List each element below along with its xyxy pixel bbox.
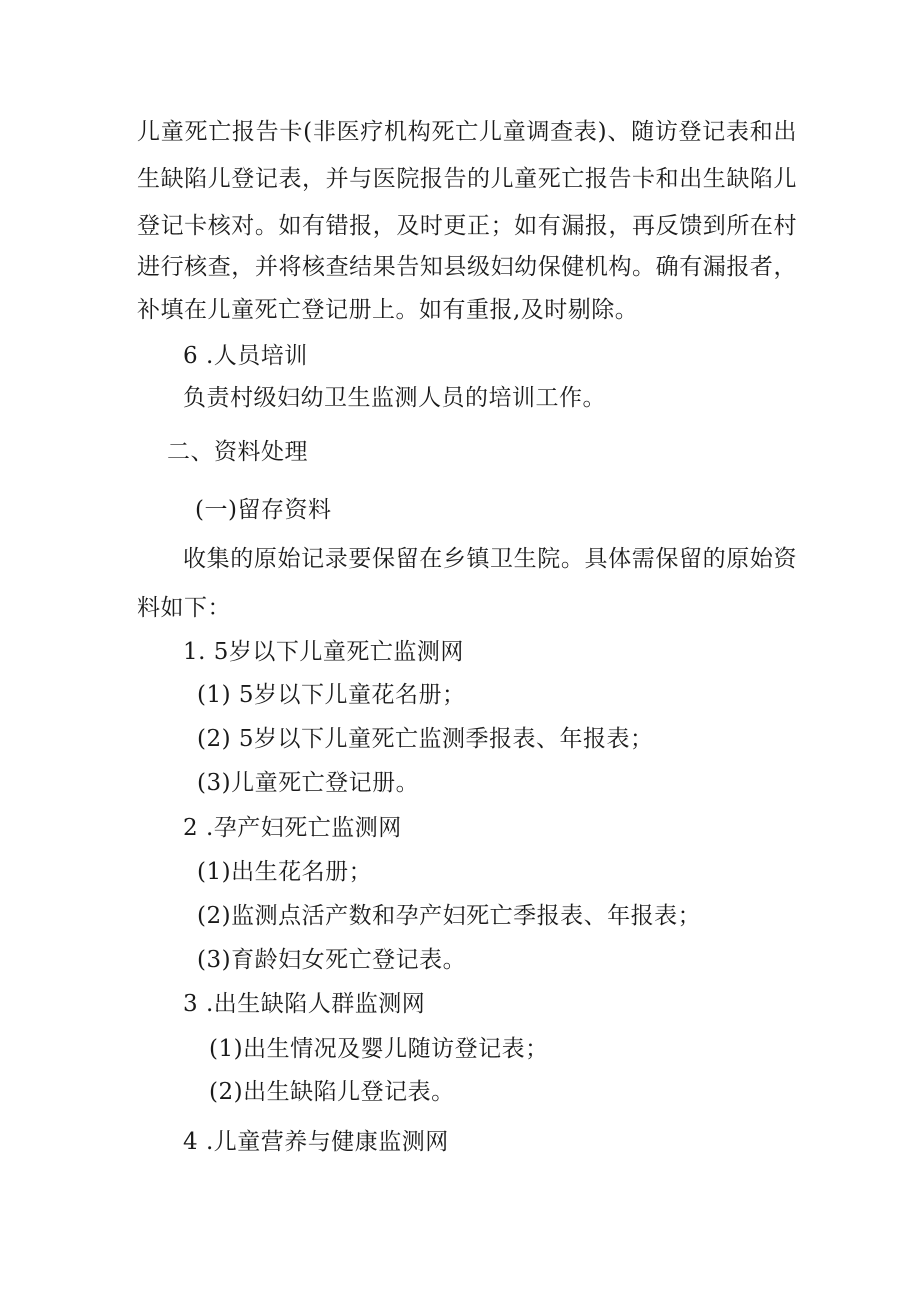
list-item: (2)出生缺陷儿登记表。 [209,1079,455,1105]
list-item: (1)出生情况及婴儿随访登记表； [209,1036,549,1062]
paragraph-line: 进行核查，并将核查结果告知县级妇幼保健机构。确有漏报者， [137,254,797,280]
paragraph-line: 负责村级妇幼卫生监测人员的培训工作。 [183,385,606,411]
list-heading: 1. 5岁以下儿童死亡监测网 [183,639,464,665]
list-item: (3)育龄妇女死亡登记表。 [197,947,467,973]
paragraph-line: 生缺陷儿登记表，并与医院报告的儿童死亡报告卡和出生缺陷儿 [137,166,797,192]
paragraph-line: 补填在儿童死亡登记册上。如有重报,及时剔除。 [137,297,639,323]
sub-heading: (一)留存资料 [195,497,332,523]
paragraph-line: 料如下： [137,595,231,621]
paragraph-line: 儿童死亡报告卡(非医疗机构死亡儿童调查表)、随访登记表和出 [137,119,797,145]
list-item: (3)儿童死亡登记册。 [197,770,420,796]
list-item: (2) 5岁以下儿童死亡监测季报表、年报表； [197,726,654,752]
chapter-heading: 二、资料处理 [167,439,308,465]
paragraph-line: 登记卡核对。如有错报，及时更正；如有漏报，再反馈到所在村 [137,213,797,239]
list-heading: 3 .出生缺陷人群监测网 [183,991,426,1017]
list-heading: 4 .儿童营养与健康监测网 [183,1129,449,1155]
list-heading: 2 .孕产妇死亡监测网 [183,815,402,841]
list-item: (2)监测点活产数和孕产妇死亡季报表、年报表； [197,903,702,929]
section-heading: 6 .人员培训 [183,343,308,369]
paragraph-line: 收集的原始记录要保留在乡镇卫生院。具体需保留的原始资 [183,546,797,572]
list-item: (1)出生花名册； [197,859,373,885]
list-item: (1) 5岁以下儿童花名册； [197,682,466,708]
